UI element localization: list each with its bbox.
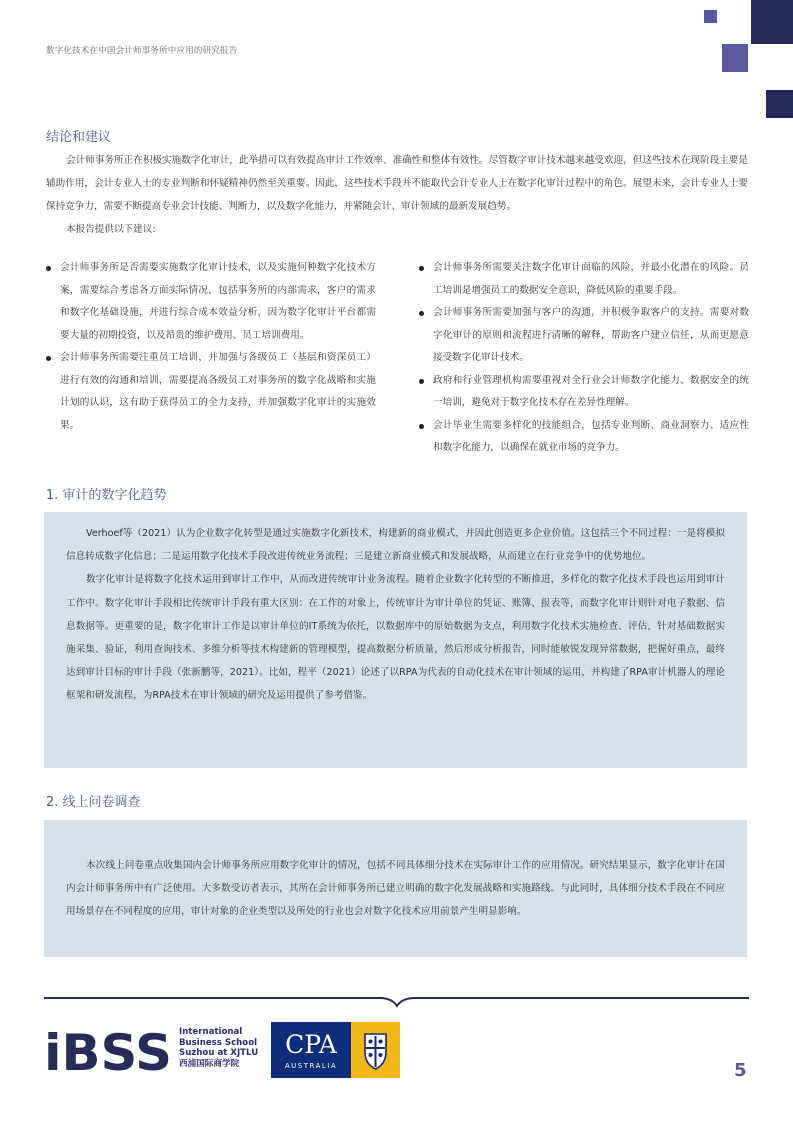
section1-title: 1. 审计的数字化趋势	[46, 488, 167, 503]
recommendations-right	[419, 257, 749, 460]
ibss-line: Suzhou at XJTLU	[179, 1048, 259, 1059]
list-item: 政府和行业管理机构需要重视对全行业会计师数字化能力、数据安全的统一培训，避免对于数字化技术存在差异性理解。	[419, 370, 749, 415]
list-item: 会计毕业生需要多样化的技能组合，包括专业判断、商业洞察力、适应性和数字化能力，以确保在就业市场的竞争力。	[419, 415, 749, 460]
cpa-logo-main: CPA	[285, 1030, 337, 1059]
cpa-crest	[351, 1022, 400, 1078]
footer-divider	[44, 990, 749, 1010]
section2-title: 2. 线上问卷调查	[46, 795, 141, 810]
recommendations-left	[46, 257, 376, 437]
ibss-line: 西浦国际商学院	[179, 1058, 240, 1069]
section1-box	[44, 512, 747, 768]
ibss-line: Business School	[179, 1037, 258, 1048]
crest-icon	[351, 1022, 400, 1078]
ibss-logo-text: iBSS	[44, 1024, 172, 1074]
recommendations-intro: 本报告提供以下建议:	[66, 224, 156, 235]
conclusion-title: 结论和建议	[46, 130, 112, 145]
list-item: 会计师事务所是否需要实施数字化审计技术，以及实施何种数字化技术方案，需要综合考虑各方面实际情况，包括事务所的内部需求，客户的需求和数字化基础设施，并进行综合成本效益分析，因为数字化审计平台都需要大量的初期投资，以及昂贵的维护费用、员工培训费用。	[46, 257, 376, 347]
list-item: 会计师事务所需要加强与客户的沟通，并积极争取客户的支持。需要对数字化审计的原则和流程进行清晰的解释，帮助客户建立信任，从而更愿意接受数字化审计技术。	[419, 302, 749, 370]
section2-box	[44, 820, 747, 957]
section1-paragraph-2: 数字化审计是将数字化技术运用到审计工作中，从而改进传统审计业务流程。随着企业数字化转型的不断推进，多样化的数字化技术手段也运用到审计工作中。数字化审计手段相比传统审计手段有重大区别：在工作的对象上，传统审计为审计单位的凭证、账簿、报表等，而数字化审计则针对电子数据、信息数据等。更重要的是，数字化审计工作是以审计单位的IT系统为依托，以数据库中的原始数据为支点，利用数字化技术实施检查、评估，针对基础数据实施采集、验证，利用查询技术、多维分析等技术构建新的管理模型，提高数据分析质量，然后形成分析报告，同时能敏锐发现异常数据，把握好重点，最终达到审计目标的审计手段（张新鹏等，2021）。比如，程平（2021）论述了以RPA为代表的自动化技术在审计领域的运用，并构建了RPA审计机器人的理论框架和研发流程，为RPA技术在审计领域的研究及运用提供了参考借鉴。	[66, 574, 725, 702]
ibss-logo	[44, 1024, 174, 1074]
list-item: 会计师事务所需要注重员工培训，并加强与各级员工（基层和资深员工）进行有效的沟通和培训，需要提高各级员工对事务所的数字化战略和实施计划的认识，这有助于获得员工的全力支持，并加强数字化审计的实施效果。	[46, 347, 376, 437]
running-header: 数字化技术在中国会计师事务所中应用的研究报告	[46, 46, 238, 56]
conclusion-paragraph: 会计师事务所正在积极实施数字化审计，此举措可以有效提高审计工作效率、准确性和整体有效性。尽管数字审计技术越来越受欢迎，但这些技术在现阶段主要是辅助作用，会计专业人士的专业判断和怀疑精神仍然至关重要。因此，这些技术手段并不能取代会计专业人士在数字化审计过程中的角色。展望未来，会计专业人士要保持竞争力，需要不断提高专业会计技能、判断力，以及数字化能力，并紧随会计、审计领域的最新发展趋势。	[46, 155, 748, 212]
section1-paragraph-1: Verhoef等（2021）认为企业数字化转型是通过实施数字化新技术，构建新的商业模式，并因此创造更多企业价值。这包括三个不同过程：一是将模拟信息转成数字化信息；二是运用数字化技术手段改进传统业务流程；三是建立新商业模式和发展战略，从而建立在行业竞争中的优势地位。	[66, 528, 725, 563]
ibss-line: International	[179, 1027, 243, 1037]
section2-paragraph: 本次线上问卷重点收集国内会计师事务所应用数字化审计的情况，包括不同具体细分技术在实际审计工作的应用情况。研究结果显示，数字化审计在国内会计师事务所中有广泛使用。大多数受访者表示，其所在会计师事务所已建立明确的数字化发展战略和实施路线。与此同时，具体细分技术手段在不同应用场景存在不同程度的应用，审计对象的企业类型以及所处的行业也会对数字化技术应用前景产生明显影响。	[66, 860, 725, 917]
list-item: 会计师事务所需要关注数字化审计面临的风险，并最小化潜在的风险。员工培训是增强员工的数据安全意识，降低风险的重要手段。	[419, 257, 749, 302]
page-number: 5	[734, 1060, 747, 1081]
cpa-logo-sub: AUSTRALIA	[284, 1062, 338, 1070]
cpa-australia-logo	[271, 1022, 351, 1078]
ibss-school-name	[179, 1027, 258, 1069]
